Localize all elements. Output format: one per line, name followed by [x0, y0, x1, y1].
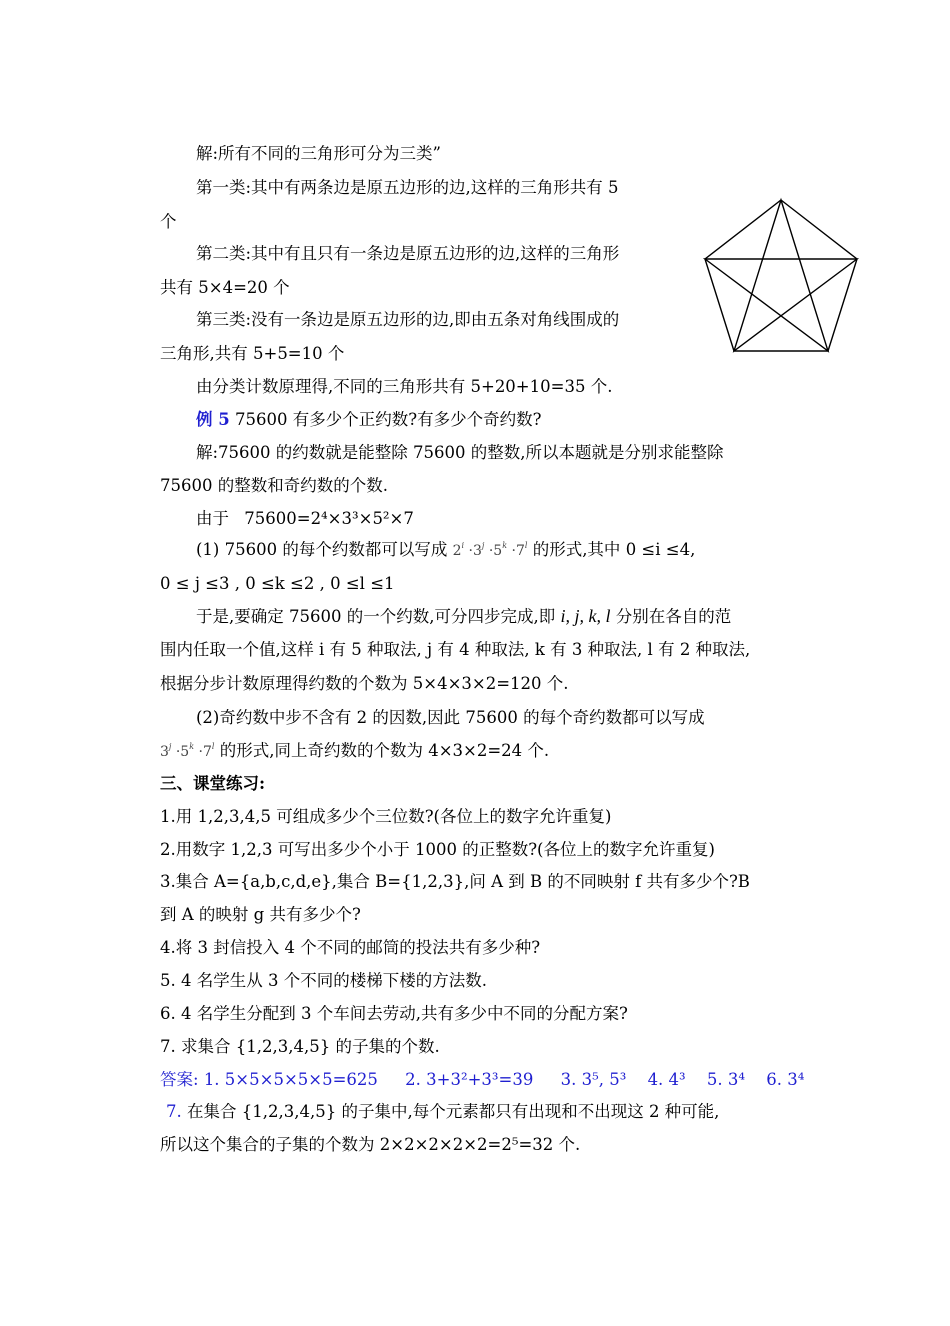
- factorization: 75600=2⁴×3³×5²×7: [244, 509, 414, 528]
- practice-item-1: 1.用 1,2,3,4,5 可组成多少个三位数?(各位上的数字允许重复): [160, 807, 612, 826]
- part1-condition-i: 0 ≤i ≤4,: [625, 540, 696, 559]
- answer-6: 6. 3⁴: [766, 1070, 805, 1089]
- class1-line-a: 第一类:其中有两条边是原五边形的边,这样的三角形共有 5: [196, 178, 619, 197]
- example5-solution-a: 解:75600 的约数就是能整除 75600 的整数,所以本题就是分别求能整除: [196, 443, 724, 462]
- part1-explain-pre: 于是,要确定 75600 的一个约数,可分四步完成,即: [196, 607, 556, 626]
- practice-item-2: 2.用数字 1,2,3 可写出多少个小于 1000 的正整数?(各位上的数字允许重复): [160, 840, 715, 859]
- answers-line: [160, 1068, 804, 1092]
- class3-line-b: 三角形,共有 5+5=10 个: [160, 344, 345, 363]
- answer-7-number: 7.: [166, 1102, 182, 1121]
- part2-line-b: [160, 739, 549, 764]
- part1-text-pre: (1) 75600 的每个约数都可以写成: [196, 540, 448, 559]
- answer-4: 4. 4³: [647, 1070, 686, 1089]
- example5-solution-b: 75600 的整数和奇约数的个数.: [160, 476, 388, 495]
- practice-item-7: 7. 求集合 {1,2,3,4,5} 的子集的个数.: [160, 1037, 440, 1056]
- classification-conclusion: 由分类计数原理得,不同的三角形共有 5+20+10=35 个.: [196, 377, 613, 396]
- answer-3: 3. 3⁵, 5³: [560, 1070, 627, 1089]
- example5-label: 例 5: [196, 410, 230, 429]
- practice-item-4: 4.将 3 封信投入 4 个不同的邮筒的投法共有多少种?: [160, 938, 541, 957]
- pentagon-star-figure: [696, 196, 866, 356]
- part2-line-a: (2)奇约数中步不含有 2 的因数,因此 75600 的每个奇约数都可以写成: [196, 708, 705, 727]
- part1-line-a: [196, 538, 695, 563]
- star-diagonals: [705, 200, 857, 351]
- example5-question-line: [196, 408, 541, 432]
- class3-line-a: 第三类:没有一条边是原五边形的边,即由五条对角线围成的: [196, 310, 620, 329]
- answer-7-line-a: [166, 1100, 719, 1124]
- part1-explain-post: 分别在各自的范: [615, 607, 732, 626]
- class1-line-b: 个: [160, 212, 177, 231]
- part1-explain-b: 围内任取一个值,这样 i 有 5 种取法, j 有 4 种取法, k 有 3 种取法, l 有 2 种取法,: [160, 640, 751, 659]
- answer-5: 5. 3⁴: [706, 1070, 746, 1089]
- practice-heading: 三、课堂练习:: [160, 774, 266, 793]
- answer-1: 1. 5×5×5×5×5=625: [203, 1070, 378, 1089]
- answers-label: 答案:: [160, 1070, 199, 1089]
- practice-item-6: 6. 4 名学生分配到 3 个车间去劳动,共有多少中不同的分配方案?: [160, 1004, 628, 1023]
- class2-line-b: 共有 5×4=20 个: [160, 278, 290, 297]
- divisor-form-expression: $2^i \cdot 3^j \cdot 5^k \cdot 7^l$: [452, 541, 528, 559]
- answer-2: 2. 3+3²+3³=39: [405, 1070, 534, 1089]
- solution-intro: 解:所有不同的三角形可分为三类”: [196, 144, 441, 163]
- part1-explain-c: 根据分步计数原理得约数的个数为 5×4×3×2=120 个.: [160, 674, 569, 693]
- part1-text-post: 的形式,其中: [532, 540, 621, 559]
- class2-line-a: 第二类:其中有且只有一条边是原五边形的边,这样的三角形: [196, 244, 620, 263]
- practice-item-3b: 到 A 的映射 g 共有多少个?: [160, 905, 361, 924]
- answer-7-line-b: 所以这个集合的子集的个数为 2×2×2×2×2=2⁵=32 个.: [160, 1135, 581, 1154]
- factor-prefix: 由于: [196, 509, 229, 528]
- part1-line-b: 0 ≤ j ≤3 , 0 ≤k ≤2 , 0 ≤l ≤1: [160, 574, 395, 593]
- practice-item-5: 5. 4 名学生从 3 个不同的楼梯下楼的方法数.: [160, 971, 487, 990]
- factorization-line: [196, 507, 414, 531]
- odd-divisor-form-expression: $3^j \cdot 5^k \cdot 7^l$: [160, 742, 215, 760]
- part1-explain-a: [196, 604, 731, 629]
- example5-question: 75600 有多少个正约数?有多少个奇约数?: [234, 410, 542, 429]
- answer-7-text-a: 在集合 {1,2,3,4,5} 的子集中,每个元素都只有出现和不出现这 2 种可能,: [187, 1102, 720, 1121]
- exponent-variables: i, j, k, l: [560, 606, 611, 626]
- practice-item-3a: 3.集合 A={a,b,c,d,e},集合 B={1,2,3},问 A 到 B 的不同映射 f 共有多少个?B: [160, 872, 750, 891]
- part2-text-post: 的形式,同上奇约数的个数为 4×3×2=24 个.: [219, 741, 550, 760]
